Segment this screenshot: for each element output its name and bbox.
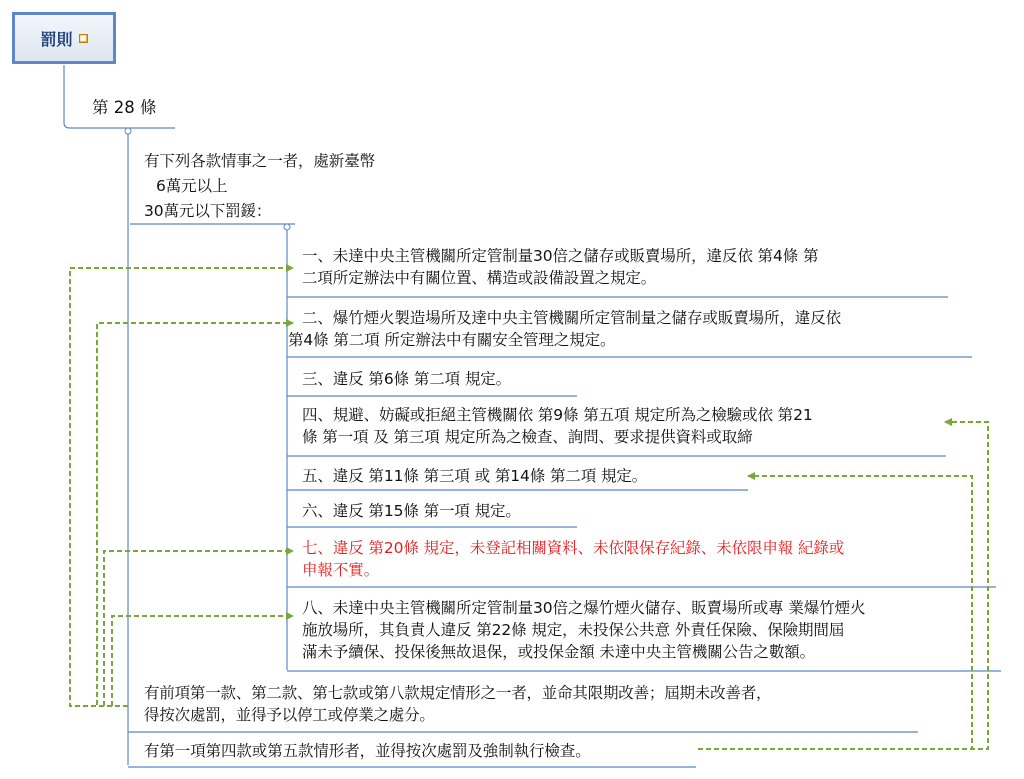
item-5-node[interactable] (302, 465, 647, 487)
item-4-node[interactable] (302, 404, 813, 448)
item-4-line-2: 條 第一項 及 第三項 規定所為之檢查、詢問、要求提供資料或取締 (302, 428, 753, 446)
item-2-node[interactable] (288, 307, 842, 351)
item-8-node[interactable] (302, 597, 865, 663)
item-2-line-2: 第4條 第二項 所定辦法中有關安全管理之規定。 (288, 331, 616, 349)
penalty-line-1: 有下列各款情事之一者，處新臺幣 (144, 152, 376, 170)
note-1-node[interactable] (144, 682, 771, 726)
article-junction (125, 128, 131, 134)
item-4-line-1: 四、規避、妨礙或拒絕主管機關依 第9條 第五項 規定所為之檢驗或依 第21 (302, 406, 813, 424)
item-7-node[interactable] (302, 537, 844, 581)
item-3-node[interactable] (302, 368, 511, 390)
article-node[interactable] (92, 96, 157, 119)
penalty-junction (284, 224, 290, 230)
item-7-line-2: 申報不實。 (302, 561, 380, 579)
item-1-line-2: 二項所定辦法中有關位置、構造或設備設置之規定。 (302, 269, 657, 287)
penalty-line-3: 30萬元以下罰鍰： (144, 202, 272, 220)
note-1-line-2: 得按次處罰，並得予以停工或停業之處分。 (144, 706, 435, 724)
item-2-line-1: 二、爆竹煙火製造場所及達中央主管機關所定管制量之儲存或販賣場所，違反依 (302, 309, 842, 327)
article-label: 第 28 條 (92, 98, 157, 117)
note-2-line-1: 有第一項第四款或第五款情形者，並得按次處罰及強制執行檢查。 (144, 742, 591, 760)
penalty-node[interactable] (144, 149, 375, 224)
note-2-node[interactable] (144, 740, 591, 762)
item-5-line-1: 五、違反 第11條 第三項 或 第14條 第二項 規定。 (302, 467, 648, 485)
item-6-line-1: 六、違反 第15條 第一項 規定。 (302, 502, 521, 520)
root-topic-label: 罰則 (40, 29, 73, 49)
item-1-node[interactable] (302, 245, 818, 289)
item-8-line-2: 施放場所，其負責人違反 第22條 規定，未投保公共意 外責任保險、保險期間屆 (302, 621, 845, 639)
item-3-line-1: 三、違反 第6條 第二項 規定。 (302, 370, 512, 388)
link-note1-item2 (97, 323, 293, 706)
item-1-line-1: 一、未達中央主管機關所定管制量30倍之儲存或販賣場所，違反依 第4條 第 (302, 247, 819, 265)
item-7-line-1: 七、違反 第20條 規定，未登記相關資料、未依限保存紀錄、未依限申報 紀錄或 (302, 539, 845, 557)
item-6-node[interactable] (302, 500, 521, 522)
note-icon[interactable]: ■ (79, 33, 87, 42)
note-1-line-1: 有前項第一款、第二款、第七款或第八款規定情形之一者，並命其限期改善；屆期未改善者， (144, 684, 772, 702)
item-8-line-3: 滿未予續保、投保後無故退保，或投保金額 未達中央主管機關公告之數額。 (302, 643, 816, 661)
penalty-line-2: 6萬元以上 (156, 177, 228, 195)
item-8-line-1: 八、未達中央主管機關所定管制量30倍之爆竹煙火儲存、販賣場所或專 業爆竹煙火 (302, 599, 866, 617)
